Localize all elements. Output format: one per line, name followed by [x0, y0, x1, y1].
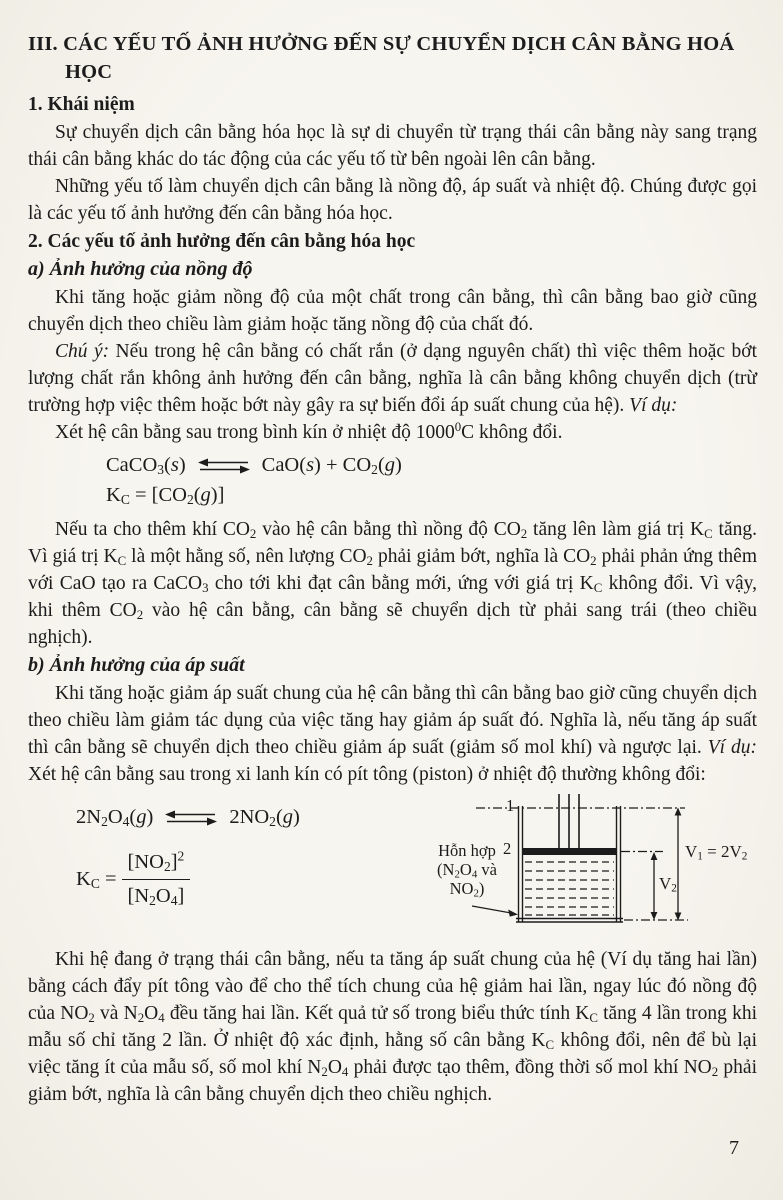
- mixture-label: [420, 841, 514, 898]
- kc-denominator: $[N_2O_4]$: [127, 885, 185, 909]
- pressure-equations: [76, 794, 420, 910]
- paragraph-nong-do-2: Nếu ta cho thêm khí $CO_2$ vào hệ cân bằng thì nồng độ $CO_2$ tăng lên làm giá trị $K_C$ tăng. Vì giá trị $K_C$ là một hằng số, nên lượng $CO_2$ phải giảm bớt, nghĩa là $CO_2$ phải phản ứng thêm với CaO tạo ra CaCO$_3$ cho tới khi đạt cân bằng mới, ứng với giá trị $K_C$ không đổi. Vì vậy, khi thêm $CO_2$ vào hệ cân bằng, cân bằng sẽ chuyển dịch từ phải sang trái (theo chiều nghịch).: [28, 519, 758, 648]
- paragraph-khai-niem-2: Những yếu tố làm chuyển dịch cân bằng là nồng độ, áp suất và nhiệt độ. Chúng được gọi là các yếu tố ảnh hưởng đến cân bằng hóa học.: [28, 176, 757, 224]
- equation-caco3: [106, 452, 757, 479]
- paragraph-nong-do-1: Khi tăng hoặc giảm nồng độ của một chất trong cân bằng, thì cân bằng bao giờ cũng chuyển dịch theo chiều làm giảm hoặc tăng nồng độ của chất đó.: [28, 287, 757, 335]
- kc-expression-2: [76, 849, 420, 910]
- paragraph-xet-he: Xét hệ cân bằng sau trong bình kín ở nhiệt độ 1000$^0$C không đổi.: [55, 419, 563, 443]
- piston-cylinder-diagram: [420, 794, 766, 938]
- piston-position-2-label: 2: [503, 839, 512, 858]
- equilibrium-arrow-icon: [196, 457, 252, 475]
- pressure-figure: [76, 794, 757, 938]
- volume-v2-label: $V_2$: [659, 874, 677, 895]
- kc-prefix: $K_C$ =: [76, 868, 117, 892]
- heading-ap-suat: b) Ảnh hưởng của áp suất: [28, 654, 245, 676]
- equilibrium-arrow-icon: [163, 809, 219, 827]
- equation-caco3-lhs: CaCO$_3$(s): [106, 454, 186, 478]
- kc-numerator: $[NO_2]^2$: [122, 849, 191, 880]
- paragraph-chu-y: Chú ý: Nếu trong hệ cân bằng có chất rắn (ở dạng nguyên chất) thì việc thêm hoặc bớt lượng chất rắn không ảnh hưởng đến cân bằng, nghĩa là cân bằng không chuyển dịch (trừ trường hợp việc thêm hoặc bớt này gây ra sự biến đổi áp suất chung của hệ). Ví dụ:: [28, 341, 757, 416]
- heading-yeu-to: 2. Các yếu tố ảnh hưởng đến cân bằng hóa học: [28, 231, 416, 252]
- equation-n2o4-rhs: $2NO_2(g)$: [229, 806, 300, 830]
- paragraph-ap-suat-2: Khi hệ đang ở trạng thái cân bằng, nếu ta tăng áp suất chung của hệ (Ví dụ tăng hai lần) bằng cách đẩy pít tông vào để cho thể tích chung của hệ giảm hai lần, ngay lúc đó nồng độ của $NO_2$ và $N_2O_4$ đều tăng hai lần. Kết quả tử số trong biểu thức tính $K_C$ tăng 4 lần trong khi mẫu số chỉ tăng 2 lần. Ở nhiệt độ xác định, hằng số cân bằng $K_C$ không đổi, nên để bù lại việc tăng ít của mẫu số, số mol khí $N_2O_4$ phải được tạo thêm, đồng thời số mol khí $NO_2$ phải giảm bớt, nghĩa là cân bằng chuyển dịch theo chiều nghịch.: [28, 949, 757, 1105]
- equation-n2o4-lhs: $2N_2O_4(g)$: [76, 806, 154, 830]
- mixture-label-line1: Hỗn hợp: [438, 841, 496, 860]
- paragraph-khai-niem-1: Sự chuyển dịch cân bằng hóa học là sự di chuyển từ trạng thái cân bằng này sang trạng thái cân bằng khác do tác động của các yếu tố từ bên ngoài lên cân bằng.: [28, 122, 757, 170]
- kc-fraction: [122, 849, 191, 910]
- volume-v1-label: $V_1 = 2V_2$: [685, 842, 748, 863]
- equation-n2o4: [76, 804, 420, 831]
- equation-caco3-rhs: $CaO(s) + CO_2(g)$: [261, 454, 402, 478]
- mixture-label-line3: $NO_2$): [449, 879, 485, 900]
- page-number: 7: [729, 1137, 739, 1159]
- section-title: III. CÁC YẾU TỐ ẢNH HƯỞNG ĐẾN SỰ CHUYỂN DỊCH CÂN BẰNG HOÁ HỌC: [28, 33, 735, 83]
- mixture-label-line2: ($N_2O_4$ và: [437, 860, 497, 881]
- heading-khai-niem: 1. Khái niệm: [28, 94, 135, 115]
- paragraph-ap-suat-1: Khi tăng hoặc giảm áp suất chung của hệ cân bằng thì cân bằng bao giờ cũng chuyển dịch theo chiều làm giảm tác dụng của việc tăng hay giảm áp suất đó. Nghĩa là, nếu tăng áp suất thì cân bằng sẽ chuyển dịch theo chiều giảm áp suất (giảm số mol khí) và ngược lại. Ví dụ: Xét hệ cân bằng sau trong xi lanh kín có pít tông (piston) ở nhiệt độ thường không đổi:: [28, 683, 757, 785]
- piston-position-1-label: 1: [506, 796, 515, 815]
- kc-expression-1: $K_C = [CO_2(g)]$: [106, 484, 225, 508]
- heading-nong-do: a) Ảnh hưởng của nồng độ: [28, 258, 253, 280]
